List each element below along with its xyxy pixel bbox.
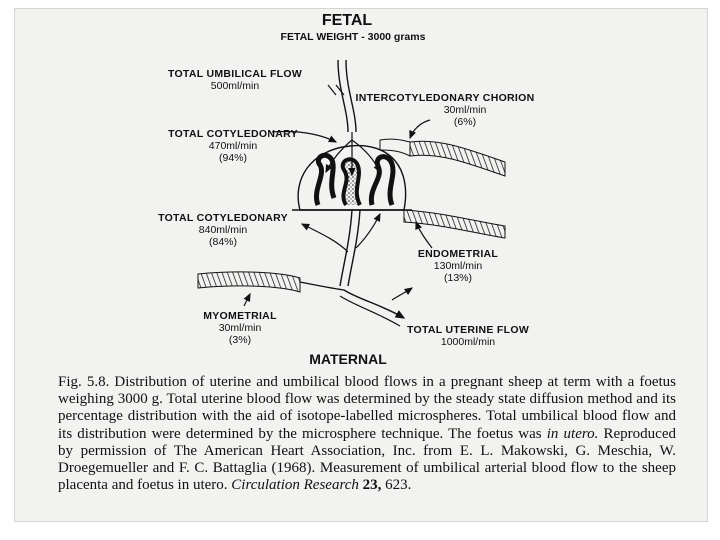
label-total-umbilical-value: 500ml/min bbox=[210, 80, 260, 92]
label-intercotyledonary bbox=[355, 92, 535, 128]
maternal-title: MATERNAL bbox=[309, 351, 387, 367]
label-total-cotyledonary-fetal-title: TOTAL COTYLEDONARY bbox=[168, 128, 298, 140]
caption-italic1: in utero. bbox=[546, 425, 599, 442]
figure-caption bbox=[58, 374, 676, 494]
fetal-weight: FETAL WEIGHT - 3000 grams bbox=[280, 31, 426, 43]
caption-italic2: Circulation Research bbox=[231, 477, 359, 494]
myometrial-band bbox=[198, 272, 300, 292]
label-total-uterine bbox=[398, 324, 538, 348]
label-endometrial bbox=[408, 248, 508, 284]
label-myometrial-value: 30ml/min bbox=[218, 322, 262, 334]
label-intercotyledonary-pct: (6%) bbox=[453, 116, 477, 128]
label-total-cotyledonary-maternal-value: 840ml/min bbox=[198, 224, 248, 236]
label-total-uterine-value: 1000ml/min bbox=[440, 336, 496, 348]
label-total-cotyledonary-fetal-pct: (94%) bbox=[218, 152, 247, 164]
label-intercotyledonary-value: 30ml/min bbox=[443, 104, 487, 116]
chorion-band bbox=[410, 141, 505, 176]
endometrial-band bbox=[404, 210, 505, 238]
label-myometrial-pct: (3%) bbox=[228, 334, 252, 346]
label-total-cotyledonary-maternal-pct: (84%) bbox=[208, 236, 237, 248]
label-myometrial bbox=[190, 310, 290, 346]
label-total-cotyledonary-fetal bbox=[168, 128, 298, 164]
caption-part2: Reproduced by permission of The American Heart Association, Inc. from E. L. Makowski, G. Meschia, W. Droegemueller and F. C. Battaglia (1968). Measurement of umbilical arterial blood flow to the sheep placenta and foetus in utero. bbox=[58, 425, 676, 494]
label-total-umbilical-title: TOTAL UMBILICAL FLOW bbox=[167, 68, 303, 80]
label-total-cotyledonary-maternal bbox=[158, 212, 288, 248]
label-myometrial-title: MYOMETRIAL bbox=[203, 310, 277, 322]
label-endometrial-value: 130ml/min bbox=[433, 260, 483, 272]
label-total-uterine-title: TOTAL UTERINE FLOW bbox=[406, 324, 530, 336]
villi-center bbox=[343, 159, 360, 205]
label-endometrial-title: ENDOMETRIAL bbox=[417, 248, 499, 260]
label-total-umbilical bbox=[165, 68, 305, 92]
caption-bold: 23, bbox=[362, 477, 382, 494]
label-endometrial-pct: (13%) bbox=[443, 272, 472, 284]
caption-part1: Fig. 5.8. Distribution of uterine and umbilical blood flows in a pregnant sheep at term with a foetus weighing 3000 g. Total uterine blood flow was determined by the steady state diffusion method and its percentage distribution with the aid of isotope-labelled microspheres. Total umbilical blood flow and its distribution were determined by the microsphere technique. The foetus was bbox=[58, 374, 676, 442]
label-total-cotyledonary-fetal-value: 470ml/min bbox=[208, 140, 258, 152]
uterine-artery bbox=[344, 290, 404, 318]
label-total-cotyledonary-maternal-title: TOTAL COTYLEDONARY bbox=[158, 212, 288, 224]
caption-part3: 623. bbox=[381, 477, 412, 494]
fetal-title: FETAL bbox=[321, 12, 373, 29]
label-intercotyledonary-title: INTERCOTYLEDONARY CHORION bbox=[355, 92, 535, 104]
